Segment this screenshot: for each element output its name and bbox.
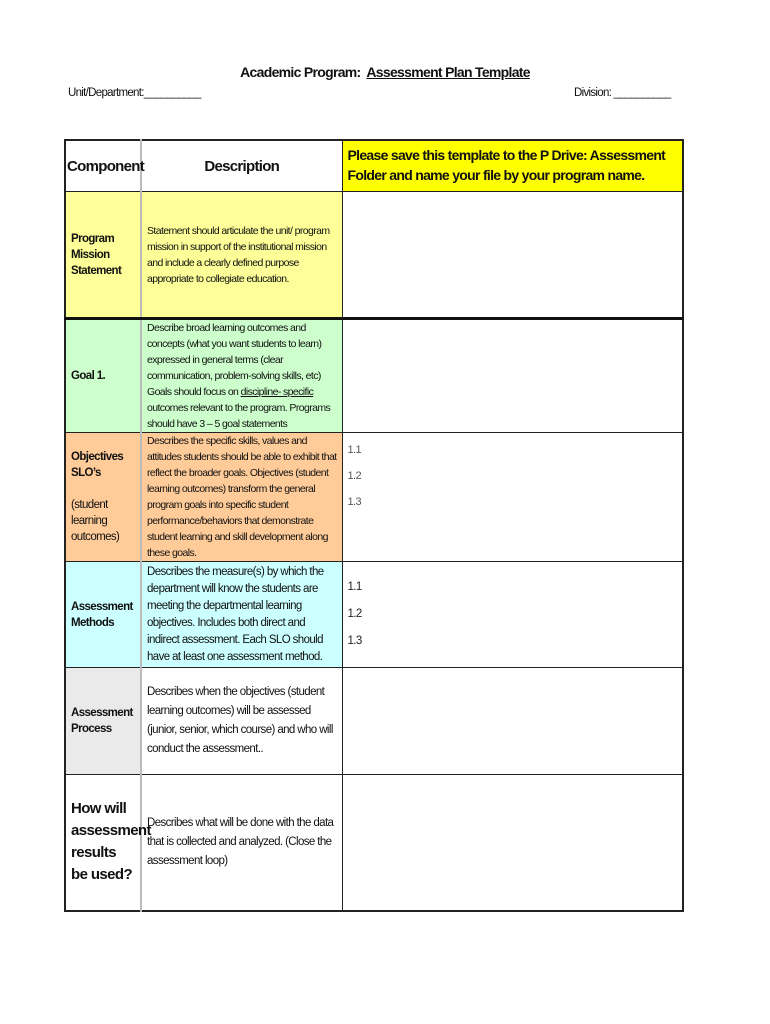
division-field: Division: __________ bbox=[574, 87, 671, 99]
description-cell: Describes when the objectives (student learning outcomes) will be assessed (junior, senior, which course) and who will conduct the assessment.. bbox=[141, 668, 342, 775]
component-cell: How will assessment results be used? bbox=[65, 775, 141, 911]
method-entry[interactable]: 1.2 bbox=[347, 608, 362, 620]
table-row bbox=[65, 668, 683, 775]
entry-cell[interactable] bbox=[342, 192, 683, 319]
description-text: Describe broad learning outcomes and concepts (what you want students to learn) expressed in general terms (clear communication, problem-solving skills, etc) Goals should focus on bbox=[147, 322, 322, 398]
unit-department-field: Unit/Department:__________ bbox=[68, 87, 201, 99]
description-cell: Describes the specific skills, values and attitudes students should be able to exhibit that reflect the broader goals. Objectives (student learning outcomes) transform the general program goals into specific student performance/behaviors that demonstrate student learning and skill development along these goals. bbox=[141, 433, 342, 562]
description-cell: Statement should articulate the unit/ program mission in support of the institutional mission and include a clearly defined purpose appropriate to collegiate education. bbox=[141, 192, 342, 319]
header-save-notice bbox=[342, 140, 683, 192]
entry-cell[interactable] bbox=[342, 562, 683, 668]
description-underline: discipline- specific bbox=[240, 386, 314, 398]
method-entry[interactable]: 1.1 bbox=[347, 581, 362, 593]
table-row bbox=[65, 562, 683, 668]
save-notice-text: Please save this template to the P Drive: Assessment Folder and name your file by your program name. bbox=[347, 147, 666, 183]
entry-cell[interactable] bbox=[342, 319, 683, 433]
page-title bbox=[0, 64, 770, 80]
slo-entry[interactable]: 1.2 bbox=[347, 470, 361, 482]
table-row bbox=[65, 775, 683, 911]
header-component: Component bbox=[65, 140, 141, 192]
component-cell: Assessment Methods bbox=[65, 562, 141, 668]
description-cell: Describes the measure(s) by which the department will know the students are meeting the departmental learning objectives. Includes both direct and indirect assessment. Each SLO should have at least one assessment method. bbox=[141, 562, 342, 668]
component-cell bbox=[65, 433, 141, 562]
entry-cell[interactable] bbox=[342, 433, 683, 562]
description-cell bbox=[141, 319, 342, 433]
component-cell: Goal 1. bbox=[65, 319, 141, 433]
component-cell: Program Mission Statement bbox=[65, 192, 141, 319]
description-cell: Describes what will be done with the data that is collected and analyzed. (Close the assessment loop) bbox=[141, 775, 342, 911]
component-label: Objectives SLO’s bbox=[71, 451, 124, 479]
method-entry[interactable]: 1.3 bbox=[347, 635, 362, 647]
header-description: Description bbox=[141, 140, 342, 192]
title-main: Assessment Plan Template bbox=[366, 64, 530, 80]
slo-entry[interactable]: 1.3 bbox=[347, 496, 361, 508]
table-row bbox=[65, 319, 683, 433]
table-row bbox=[65, 433, 683, 562]
component-cell: Assessment Process bbox=[65, 668, 141, 775]
entry-cell[interactable] bbox=[342, 775, 683, 911]
component-sub-label: (student learning outcomes) bbox=[71, 499, 120, 543]
description-text: outcomes relevant to the program. Programs should have 3 – 5 goal statements bbox=[147, 402, 331, 430]
title-prefix: Academic Program: bbox=[240, 64, 361, 80]
entry-cell[interactable] bbox=[342, 668, 683, 775]
header-row bbox=[65, 140, 683, 192]
slo-entry[interactable]: 1.1 bbox=[347, 444, 361, 456]
assessment-plan-table bbox=[64, 139, 684, 912]
table-row bbox=[65, 192, 683, 319]
